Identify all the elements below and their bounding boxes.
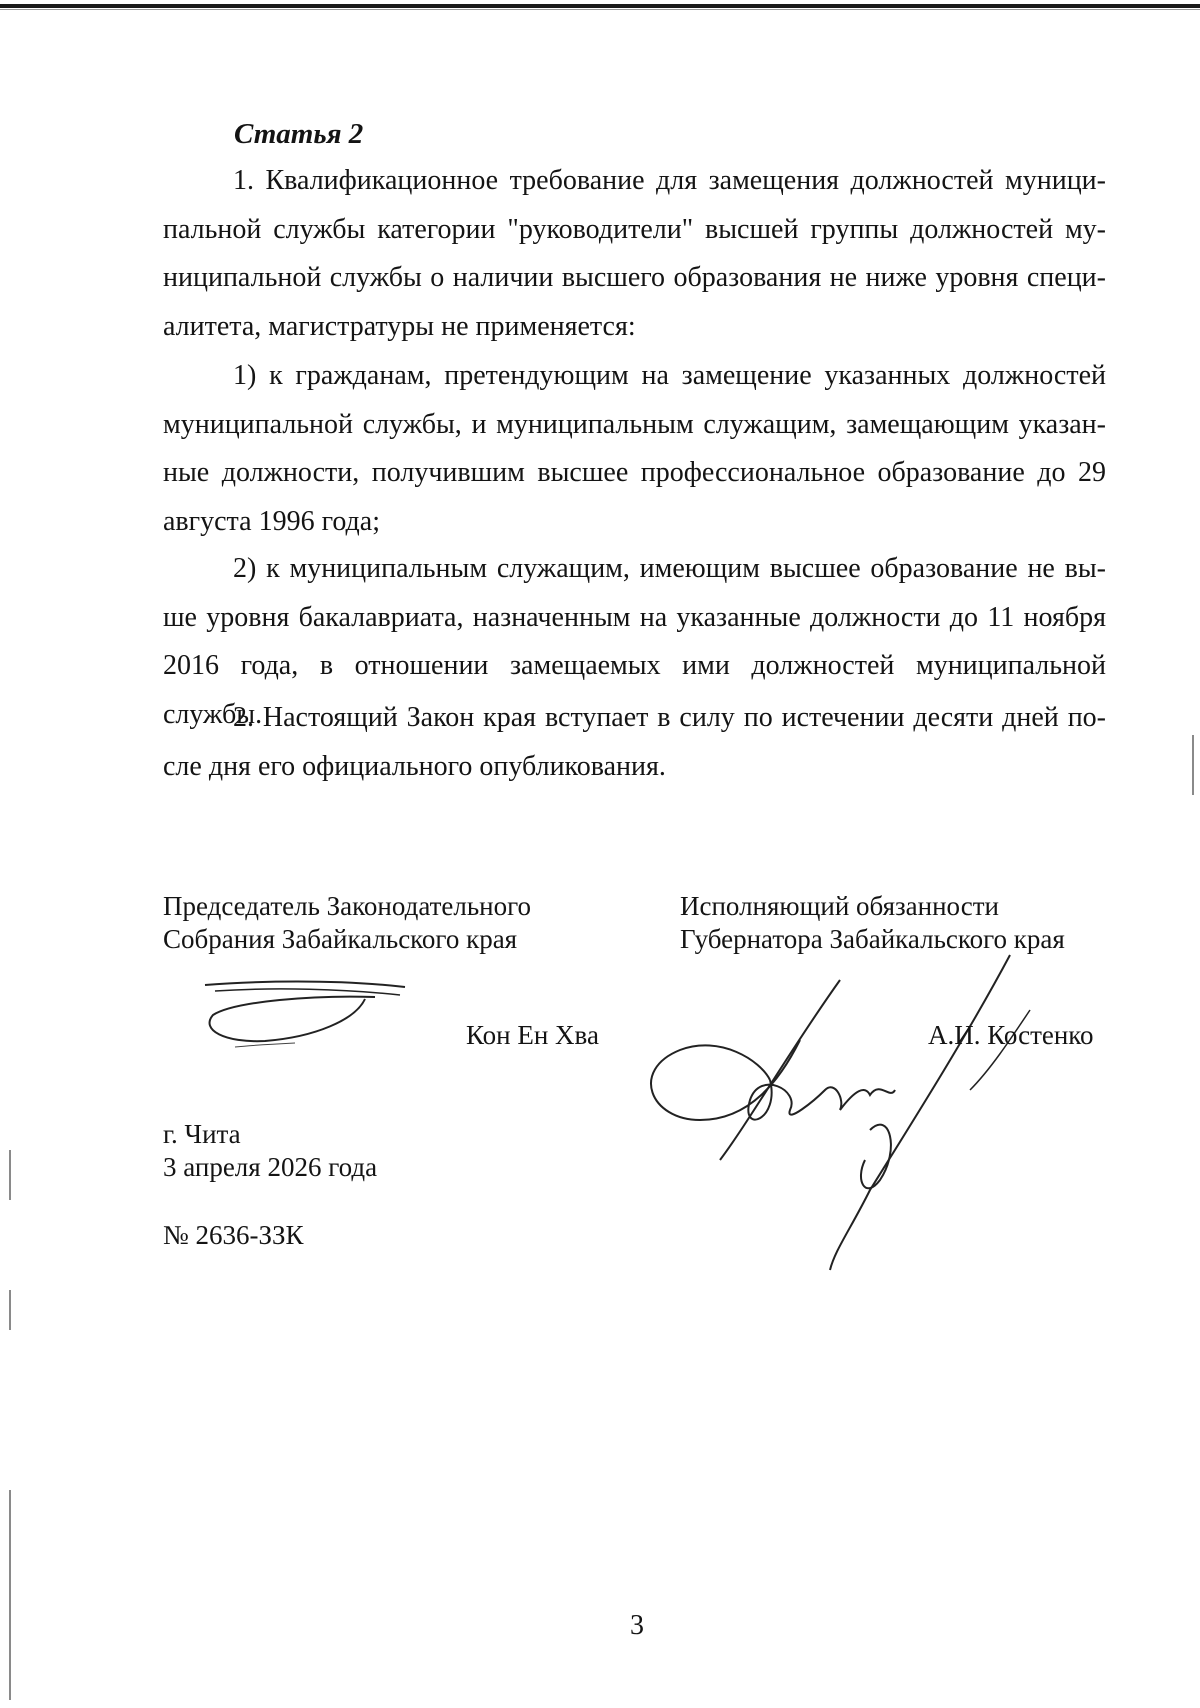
signatory-left-name: Кон Ен Хва	[466, 1020, 599, 1050]
signatory-left-title-line2: Собрания Забайкальского края	[163, 924, 518, 954]
scan-edge-mark	[9, 1150, 11, 1200]
paragraph-1: 1. Квалификационное требование для замещения должностей муниципальной службы категории "руководители" высшей группы должностей муниципальной службы о наличии высшего образования не ниже уровня специалитета, магистратуры не применяется:	[163, 165, 1106, 342]
place-and-date	[163, 1118, 377, 1184]
signatory-right-title	[680, 890, 1065, 956]
law-number: № 2636-ЗЗК	[163, 1220, 304, 1250]
signatory-right-title-line2: Губернатора Забайкальского края	[680, 924, 1065, 954]
paragraph-4: 2. Настоящий Закон края вступает в силу по истечении десяти дней после дня его официального опубликования.	[163, 702, 1106, 782]
scan-edge-mark	[1192, 735, 1194, 795]
scan-top-border-thin	[0, 9, 1200, 10]
scan-edge-mark	[9, 1290, 11, 1330]
paragraph-3: 2) к муниципальным служащим, имеющим высшее образование не выше уровня бакалавриата, назначенным на указанные должности до 11 ноября 2016 года, в отношении замещаемых ими должностей муниципальной службы.	[163, 553, 1106, 730]
signatory-right-name: А.И. Костенко	[928, 1020, 1094, 1050]
signatory-left-title-line1: Председатель Законодательного	[163, 891, 532, 921]
place: г. Чита	[163, 1119, 241, 1149]
scan-top-border	[0, 4, 1200, 8]
paragraph-2: 1) к гражданам, претендующим на замещение указанных должностей муниципальной службы, и муниципальным служащим, замещающим указанные должности, получившим высшее профессиональное образование до 29 августа 1996 года;	[163, 360, 1106, 537]
signature-left	[195, 975, 415, 1055]
signatory-right-title-line1: Исполняющий обязанности	[680, 891, 999, 921]
page-number: 3	[630, 1610, 644, 1641]
signature-right	[640, 950, 1070, 1280]
scan-edge-mark	[9, 1490, 11, 1700]
article-title: Статья 2	[234, 118, 364, 150]
signatory-left-title	[163, 890, 531, 956]
date: 3 апреля 2026 года	[163, 1152, 378, 1182]
